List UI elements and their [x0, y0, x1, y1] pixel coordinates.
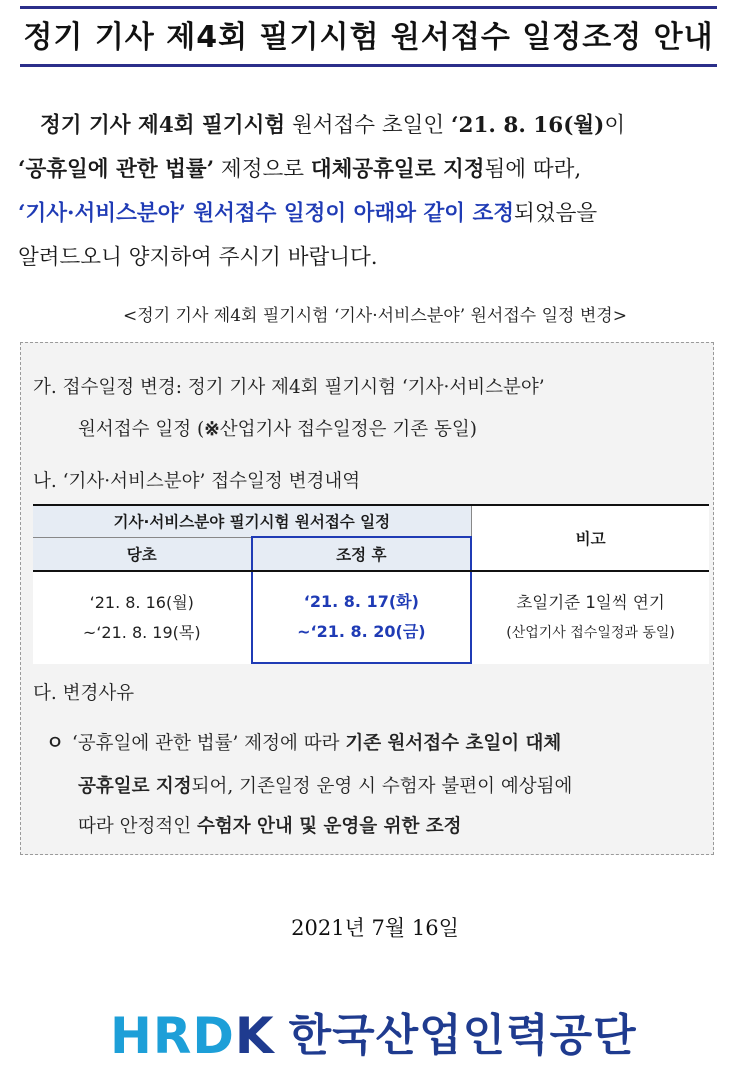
reason-line-2 — [78, 772, 572, 798]
section-a-label: 가. 접수일정 변경: — [33, 377, 182, 398]
section-a-text-2a: 원서접수 일정 ( — [78, 419, 205, 440]
original-end-date: ~‘21. 8. 19(목) — [82, 622, 201, 642]
table-cell-original — [33, 571, 252, 663]
reason-text-3a: 따라 안정적인 — [78, 816, 197, 837]
reference-mark-icon: ※ — [204, 419, 220, 440]
intro-text-1b: 이 — [604, 113, 626, 138]
organization-name: 한국산업인력공단 — [288, 1010, 637, 1061]
logo-mark-hrd: HRD — [110, 1007, 235, 1065]
table-group-header: 기사·서비스분야 필기시험 원서접수 일정 — [33, 505, 471, 537]
section-a-line-1 — [33, 373, 545, 399]
intro-substitute-holiday: 대체공휴일로 지정 — [310, 157, 485, 182]
intro-line-4: 알려드오니 양지하여 주시기 바랍니다. — [18, 245, 378, 270]
page-title: 정기 기사 제4회 필기시험 원서접수 일정조정 안내 — [23, 20, 714, 55]
section-a-line-2 — [78, 415, 477, 441]
intro-text-2b: 됨에 따라, — [484, 157, 582, 182]
table-cell-note — [471, 571, 709, 663]
original-start-date: ‘21. 8. 16(월) — [89, 592, 194, 612]
reason-text-1b: 기존 원서접수 초일이 대체 — [345, 733, 562, 754]
logo-mark-k: K — [234, 1007, 275, 1065]
intro-line-1 — [18, 104, 718, 148]
note-line-1: 초일기준 1일씩 연기 — [516, 592, 665, 612]
schedule-table — [33, 504, 709, 664]
title-top-rule — [20, 6, 717, 9]
table-header-note: 비고 — [471, 505, 709, 571]
intro-paragraph — [18, 104, 718, 280]
intro-adjustment-highlight: ‘기사·서비스분야’ 원서접수 일정이 아래와 같이 조정 — [18, 201, 515, 226]
section-b-label: 나. ‘기사·서비스분야’ 접수일정 변경내역 — [33, 471, 361, 492]
table-header-adjusted: 조정 후 — [252, 537, 472, 571]
intro-text-1: 원서접수 초일인 — [285, 113, 451, 138]
section-a-text: 정기 기사 제4회 필기시험 ‘기사·서비스분야’ — [181, 377, 545, 398]
table-cell-adjusted — [252, 571, 472, 663]
hrdk-logo — [110, 1006, 637, 1066]
intro-text-2: 제정으로 — [214, 157, 311, 182]
intro-law-name: ‘공휴일에 관한 법률’ — [18, 157, 215, 182]
bullet-icon: ㅇ — [46, 733, 64, 754]
adjusted-end-date: ~‘21. 8. 20(금) — [297, 622, 426, 641]
intro-original-date: ‘21. 8. 16(월) — [451, 113, 605, 138]
reason-text-3b: 수험자 안내 및 운영을 위한 조정 — [197, 816, 462, 837]
section-a-text-2c: 산업기사 접수일정은 기존 동일) — [219, 419, 477, 440]
reason-text-2b: 되어, 기존일정 운영 시 수험자 불편이 예상됨에 — [191, 776, 573, 797]
schedule-change-subtitle: <정기 기사 제4회 필기시험 ‘기사·서비스분야’ 원서접수 일정 변경> — [123, 306, 627, 326]
intro-text-3: 되었음을 — [514, 201, 598, 226]
notice-date: 2021년 7월 16일 — [291, 916, 459, 940]
adjusted-start-date: ‘21. 8. 17(화) — [303, 592, 419, 611]
reason-text-1a: ‘공휴일에 관한 법률’ 제정에 따라 — [71, 733, 346, 754]
reason-line-1 — [46, 729, 561, 755]
details-box — [20, 342, 714, 855]
title-bottom-rule — [20, 64, 717, 67]
intro-line-2 — [18, 148, 718, 192]
intro-line-3 — [18, 192, 718, 236]
hrdk-logo-mark — [110, 1006, 275, 1066]
section-c-label: 다. 변경사유 — [33, 683, 135, 704]
reason-text-2a: 공휴일로 지정 — [78, 776, 192, 797]
table-header-original: 당초 — [33, 537, 252, 571]
note-line-2: (산업기사 접수일정과 동일) — [506, 624, 675, 641]
intro-exam-name: 정기 기사 제4회 필기시험 — [40, 113, 286, 138]
reason-line-3 — [78, 812, 462, 838]
